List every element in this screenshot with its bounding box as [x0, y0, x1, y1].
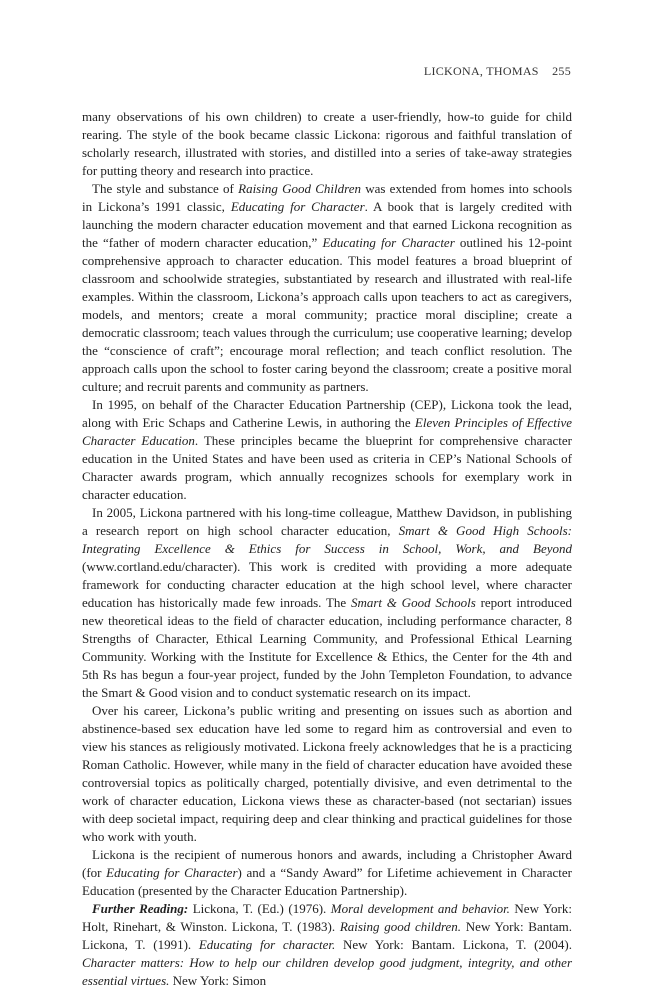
- running-header: [424, 64, 571, 79]
- text-run: ) and a “Sandy Award” for Lifetime achievement in Character Education (presented by the Character Education Partnership).: [82, 865, 573, 898]
- running-head-title: LICKONA, THOMAS: [423, 64, 539, 78]
- text-run: . These principles became the blueprint for comprehensive character education in the United States and have been used as criteria in CEP’s National Schools of Character awards program, which annually recognizes schools for exemplary work in character education.: [82, 433, 572, 502]
- text-run: (www.cortland.edu/character). This work is credited with providing a more adequate framework for conducting character education at the high school level, where character education has historically made few inroads. The: [82, 559, 572, 610]
- text-run: New York: Simon: [169, 973, 267, 988]
- book-title: Raising good children.: [339, 919, 462, 934]
- paragraph-continued: many observations of his own children) to create a user-friendly, how-to guide for child rearing. The style of the book became classic Lickona: rigorous and faithful translation of scholarly research, illustrated with stories, and distilled into a series of take-away strategies for putting theory and research into practice.: [82, 109, 572, 178]
- paragraph-smart-good: [82, 504, 572, 702]
- paragraph-awards: [82, 846, 572, 900]
- paragraph-raising-good-children: [82, 180, 572, 396]
- book-title: Educating for Character: [230, 199, 365, 214]
- text-run: The style and substance of: [92, 181, 239, 196]
- book-title: Eleven Principles of Effective Character Education: [82, 415, 572, 448]
- book-title: Character matters: How to help our children develop good judgment, integrity, and other essential virtues.: [82, 955, 572, 988]
- book-title: Smart & Good Schools: [350, 595, 476, 610]
- body-text: [82, 108, 572, 990]
- book-title: Smart & Good High Schools: Integrating Excellence & Ethics for Success in School, Work, and Beyond: [82, 523, 572, 556]
- text-run: In 1995, on behalf of the Character Education Partnership (CEP), Lickona took the lead, along with Eric Schaps and Catherine Lewis, in authoring the: [82, 397, 572, 430]
- text-run: . A book that is largely credited with launching the modern character education movement and that earned Lickona recognition as the “father of modern character education,”: [82, 199, 573, 250]
- book-title: Educating for character.: [198, 937, 336, 952]
- text-run: outlined his 12-point comprehensive approach to character education. This model features a broad blueprint of classroom and schoolwide strategies, substantiated by research and illustrated with real-life examples. Within the classroom, Lickona’s approach calls upon teachers to act as caregivers, models, and mentors; create a moral community; practice moral discipline; create a democratic classroom; teach values through the curriculum; use cooperative learning; develop the “conscience of craft”; encourage moral reflection; and teach conflict resolution. The approach calls upon the school to foster caring beyond the classroom; create a positive moral culture; and recruit parents and community as partners.: [82, 235, 572, 394]
- page-number: 255: [552, 64, 571, 78]
- further-reading: [82, 900, 572, 990]
- book-title: Moral development and behavior.: [330, 901, 510, 916]
- book-title: Raising Good Children: [238, 181, 361, 196]
- text-run: was extended from homes into schools in Lickona’s 1991 classic,: [82, 181, 572, 214]
- text-run: Lickona is the recipient of numerous honors and awards, including a Christopher Award (for: [82, 847, 572, 880]
- paragraph-eleven-principles: [82, 396, 572, 504]
- text-run: report introduced new theoretical ideas to the field of character education, including performance character, 8 Strengths of Character, Ethical Learning Community, and Professional Ethical Learning Community. Working with the Institute for Excellence & Ethics, the Center for the 4th and 5th Rs has begun a four-year project, funded by the John Templeton Foundation, to advance the Smart & Good vision and to conduct systematic research on its impact.: [82, 595, 572, 700]
- text-run: New York: Holt, Rinehart, & Winston. Lickona, T. (1983).: [82, 901, 573, 934]
- book-title: Educating for Character: [322, 235, 455, 250]
- text-run: New York: Bantam. Lickona, T. (2004).: [335, 937, 572, 952]
- further-reading-label: Further Reading:: [92, 901, 189, 916]
- book-title: Educating for Character: [106, 865, 238, 880]
- paragraph-controversy: Over his career, Lickona’s public writing and presenting on issues such as abortion and abstinence-based sex education have led some to regard him as controversial and even to view his stances as religiously motivated. Lickona freely acknowledges that he is a practicing Roman Catholic. However, while many in the field of character education have avoided these controversial topics as politically charged, potentially divisive, and even detrimental to the work of character education, Lickona views these as character-based (not sectarian) issues with deep societal impact, requiring deep and clear thinking and practical guidelines for those who work with youth.: [82, 703, 572, 844]
- text-run: In 2005, Lickona partnered with his long-time colleague, Matthew Davidson, in publishing a research report on high school character education,: [82, 505, 572, 538]
- text-run: New York: Bantam. Lickona, T. (1991).: [82, 919, 572, 952]
- text-run: Lickona, T. (Ed.) (1976).: [188, 901, 331, 916]
